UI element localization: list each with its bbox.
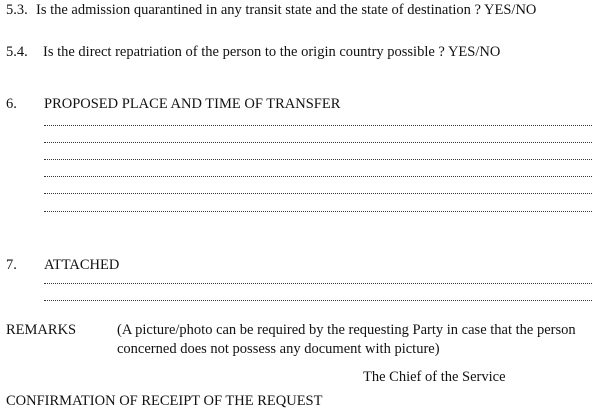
question-5-3-number: 5.3. [6, 2, 28, 18]
section-6-title: PROPOSED PLACE AND TIME OF TRANSFER [44, 96, 341, 112]
confirmation-heading: CONFIRMATION OF RECEIPT OF THE REQUEST [6, 393, 323, 409]
question-5-4-number: 5.4. [6, 44, 28, 60]
fill-line [44, 142, 592, 143]
fill-line [44, 193, 592, 194]
fill-line [44, 176, 592, 177]
remarks-text-line-2: concerned does not possess any document with picture) [117, 341, 440, 357]
section-6-number: 6. [6, 96, 17, 112]
fill-line [44, 283, 592, 284]
remarks-text-line-1: (A picture/photo can be required by the requesting Party in case that the person [117, 322, 576, 338]
remarks-label: REMARKS [6, 322, 77, 338]
fill-line [44, 125, 592, 126]
fill-line [44, 159, 592, 160]
signature-line: The Chief of the Service [363, 369, 506, 385]
fill-line [44, 300, 592, 301]
question-5-4-text: Is the direct repatriation of the person to the origin country possible ? YES/NO [43, 44, 501, 60]
section-7-number: 7. [6, 257, 17, 273]
section-7-title: ATTACHED [44, 257, 120, 273]
question-5-3-text: Is the admission quarantined in any transit state and the state of destination ? YES/NO [36, 2, 537, 18]
fill-line [44, 211, 592, 212]
